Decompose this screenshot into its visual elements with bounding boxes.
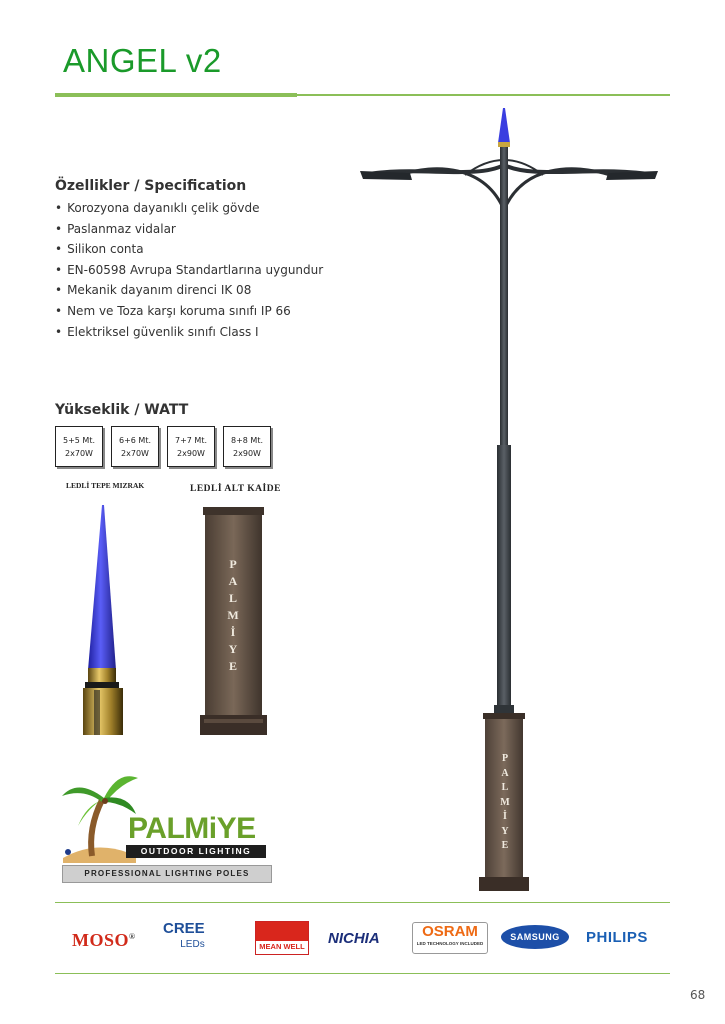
cree-logo: [163, 921, 205, 953]
pole-vertical-label: [498, 752, 512, 854]
spec-item: • Mekanik dayanım direnci IK 08: [55, 280, 415, 301]
label-letter: A: [228, 574, 238, 588]
spec-item: • Paslanmaz vidalar: [55, 219, 415, 240]
label-letter: E: [228, 659, 237, 673]
height-option-box: [111, 426, 159, 467]
height-option-box: [223, 426, 271, 467]
label-letter: M: [500, 796, 510, 808]
logo-tagline: OUTDOOR LIGHTING: [126, 845, 266, 858]
osram-logo: [412, 922, 488, 954]
height-watt-heading: Yükseklik / WATT: [55, 402, 189, 418]
label-letter: Y: [228, 642, 238, 656]
spec-item: • Silikon conta: [55, 239, 415, 260]
moso-mark: ®: [129, 932, 136, 941]
label-letter: A: [501, 767, 509, 779]
height-option-box: [167, 426, 215, 467]
base-caption: LEDLİ ALT KAİDE: [190, 484, 281, 494]
option-height: 6+6 Mt.: [118, 435, 151, 445]
osram-subtext: LED TECHNOLOGY INCLUDED: [416, 941, 484, 946]
height-option-box: [55, 426, 103, 467]
samsung-logo: SAMSUNG: [501, 925, 569, 949]
option-watt: 2x90W: [177, 448, 205, 458]
spec-item: • EN-60598 Avrupa Standartlarına uygundur: [55, 260, 415, 281]
label-letter: P: [229, 557, 237, 571]
brands-top-rule: [55, 902, 670, 903]
option-watt: 2x70W: [121, 448, 149, 458]
logo-name: PALMiYE: [128, 812, 256, 845]
logo-banner: PROFESSIONAL LIGHTING POLES: [62, 865, 272, 883]
philips-logo: PHILIPS: [586, 929, 648, 946]
height-watt-section: [55, 402, 188, 418]
label-letter: M: [227, 608, 239, 622]
osram-text: OSRAM: [422, 923, 478, 940]
meanwell-text: MEAN WELL: [259, 942, 305, 951]
option-watt: 2x70W: [65, 448, 93, 458]
page-title: ANGEL v2: [63, 42, 222, 79]
moso-text: MOSO: [72, 930, 130, 950]
spec-item: • Korozyona dayanıklı çelik gövde: [55, 198, 415, 219]
brand-logos: [60, 918, 670, 958]
meanwell-mark-icon: [256, 922, 308, 941]
label-letter: L: [228, 591, 237, 605]
spec-item: • Elektriksel güvenlik sınıfı Class I: [55, 322, 415, 343]
specification-heading: Özellikler / Specification: [55, 178, 247, 194]
option-height: 8+8 Mt.: [230, 435, 263, 445]
spec-item: • Nem ve Toza karşı koruma sınıfı IP 66: [55, 301, 415, 322]
title-rule-thin: [297, 94, 670, 96]
cree-text: CREE: [163, 920, 205, 937]
label-letter: İ: [230, 625, 236, 639]
palmiye-logo: [58, 768, 273, 884]
nichia-logo: NICHIA: [328, 930, 380, 947]
moso-logo: [72, 930, 136, 951]
base-vertical-label: [225, 556, 241, 675]
label-letter: P: [501, 753, 509, 764]
title-rule-thick: [55, 93, 297, 97]
label-letter: L: [501, 782, 509, 793]
led-tip-image: [80, 500, 130, 735]
option-watt: 2x90W: [233, 448, 261, 458]
option-height: 5+5 Mt.: [62, 435, 95, 445]
label-letter: E: [501, 840, 509, 851]
meanwell-logo: [255, 921, 309, 955]
page-number: 68: [690, 988, 706, 1002]
option-height: 7+7 Mt.: [174, 435, 207, 445]
label-letter: Y: [501, 825, 509, 837]
tip-caption: LEDLİ TEPE MIZRAK: [66, 481, 145, 490]
cree-subtext: LEDs: [180, 939, 205, 950]
height-watt-options: [55, 426, 271, 467]
label-letter: İ: [503, 811, 507, 822]
brands-bottom-rule: [55, 973, 670, 974]
